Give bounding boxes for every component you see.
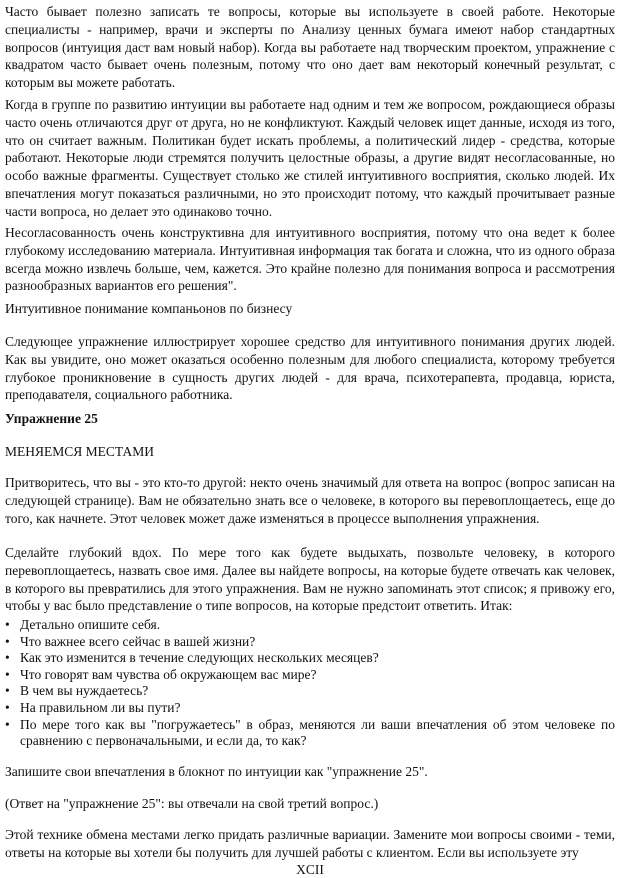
bullet-icon: • [5,699,10,715]
page-number: XCII [296,862,324,877]
paragraph-3: Несогласованность очень конструктивна для интуитивного восприятия, потому что она ведет к более глубокому исследованию материала. Интуитивная информация так богата и сложна, что из одного образа всегда можно извлечь больше, чем, кажется. Это крайне полезно для понимания вопроса и рассмотрения разнообразных вариантов его решения". [5,225,615,294]
list-item: • Что говорят вам чувства об окружающем вас мире? [5,666,317,682]
paragraph-5: Притворитесь, что вы - это кто-то другой: некто очень значимый для ответа на вопрос (вопрос записан на следующей странице). Вам не обязательно знать все о человеке, в которого вы перевоплощаетесь, еще до того, как начнете. Этот человек может даже изменяться в процессе выполнения упражнения. [5,475,615,526]
paragraph-7: Запишите свои впечатления в блокнот по интуиции как "упражнение 25". [5,764,428,779]
bullet-icon: • [5,650,10,666]
paragraph-9: Этой технике обмена местами легко придать различные вариации. Замените мои вопросы своими - теми, ответы на которые вы хотели бы получить для лучшей работы с клиентом. Если вы используете эту [5,827,615,860]
list-item: • Как это изменится в течение следующих нескольких месяцев? [5,650,379,666]
paragraph-4: Следующее упражнение иллюстрирует хорошее средство для интуитивного понимания других людей. Как вы увидите, оно может оказаться особенно полезным для любого специалиста, которому требуется глубокое проникновение в сущность других людей - для врача, психотерапевта, продавца, юриста, преподавателя, социального работника. [5,334,615,403]
exercise-subtitle: МЕНЯЕМСЯ МЕСТАМИ [5,444,154,459]
bullet-icon: • [5,617,10,632]
bullet-icon: • [5,683,10,699]
paragraph-8: (Ответ на "упражнение 25": вы отвечали на свой третий вопрос.) [5,796,379,811]
bullet-icon: • [5,716,10,732]
list-item: • В чем вы нуждаетесь? [5,683,149,699]
list-item: • Детально опишите себя. [5,617,161,632]
section-heading: Интуитивное понимание компаньонов по бизнесу [5,301,293,316]
list-item: • На правильном ли вы пути? [5,699,181,715]
question-list [5,617,615,750]
list-item: • По мере того как вы "погружаетесь" в образ, меняются ли ваши впечатления об этом человеке по сравнению с первоначальными, и если да, то как? [5,716,615,749]
paragraph-6: Сделайте глубокий вдох. По мере того как будете выдыхать, позвольте человеку, в которого перевоплощаетесь, назвать свое имя. Далее вы найдете вопросы, на которые будете отвечать как человек, в которого вы превратились для этого упражнения. Вам не нужно запоминать этот список; я привожу его, чтобы у вас было представление о типе вопросов, на которые предстоит ответить. Итак: [5,545,615,614]
paragraph-2: Когда в группе по развитию интуиции вы работаете над одним и тем же вопросом, рождающиеся образы часто очень отличаются друг от друга, но не конфликтуют. Каждый человек ищет данные, исходя из того, что он считает важным. Политикан будет искать проблемы, а политический лидер - средства, которые работают. Некоторые люди стремятся получить целостные образы, а другие видят несогласованные, но особо важные фрагменты. Существует столько же стилей интуитивного восприятия, сколько людей. Их впечатления могут показаться различными, но это происходит потому, что каждый прочитывает разные части вопроса, но делает это одинаково точно. [5,97,615,219]
list-item: • Что важнее всего сейчас в вашей жизни? [5,633,256,649]
bullet-icon: • [5,666,10,682]
paragraph-1: Часто бывает полезно записать те вопросы, которые вы используете в своей работе. Некоторые специалисты - например, врачи и эксперты по Анализу ценных бумага имеют набор стандартных вопросов (интуиция даст вам новый набор). Когда вы работаете над творческим проектом, упражнение с квадратом часто бывает очень полезным, потому что оно дает вам некоторый конечный результат, с которым вы можете работать. [5,4,615,91]
bullet-icon: • [5,633,10,649]
exercise-title: Упражнение 25 [5,411,98,426]
